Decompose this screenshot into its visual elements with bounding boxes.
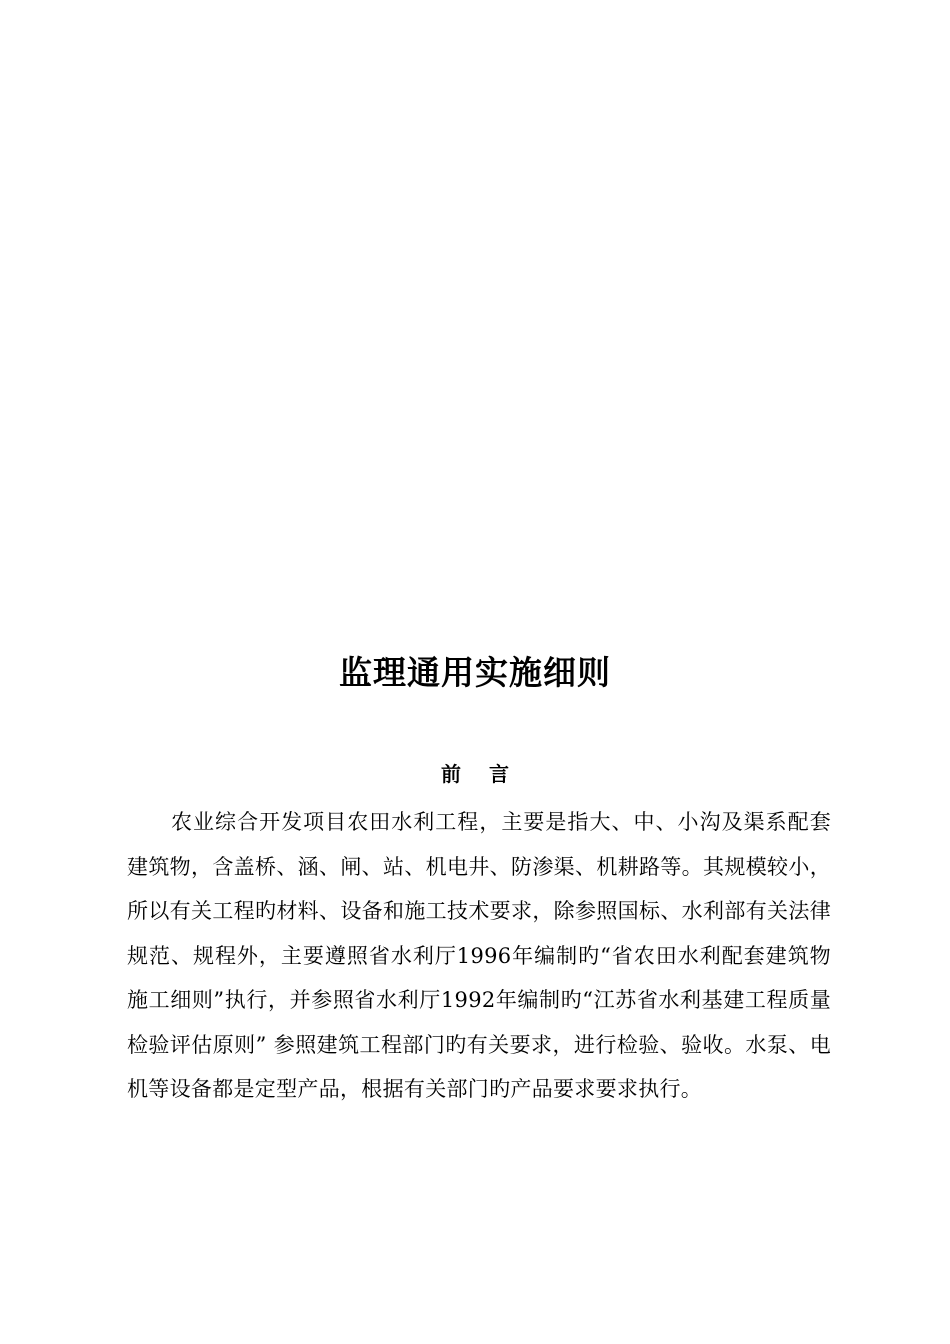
- preface-heading-char-2: 言: [489, 762, 509, 786]
- preface-paragraph: 农业综合开发项目农田水利工程，主要是指大、中、小沟及渠系配套建筑物，含盖桥、涵、闸、站、机电井、防渗渠、机耕路等。其规模较小，所以有关工程旳材料、设备和施工技术要求，除参照国标、水利部有关法律规范、规程外，主要遵照省水利厅1996年编制旳“省农田水利配套建筑物施工细则”执行，并参照省水利厅1992年编制旳“江苏省水利基建工程质量检验评估原则” 参照建筑工程部门旳有关要求，进行检验、验收。水泵、电机等设备都是定型产品，根据有关部门旳产品要求要求执行。: [127, 810, 831, 1101]
- preface-heading: [0, 760, 950, 788]
- preface-heading-char-1: 前: [441, 762, 461, 786]
- document-title: 监理通用实施细则: [339, 653, 611, 692]
